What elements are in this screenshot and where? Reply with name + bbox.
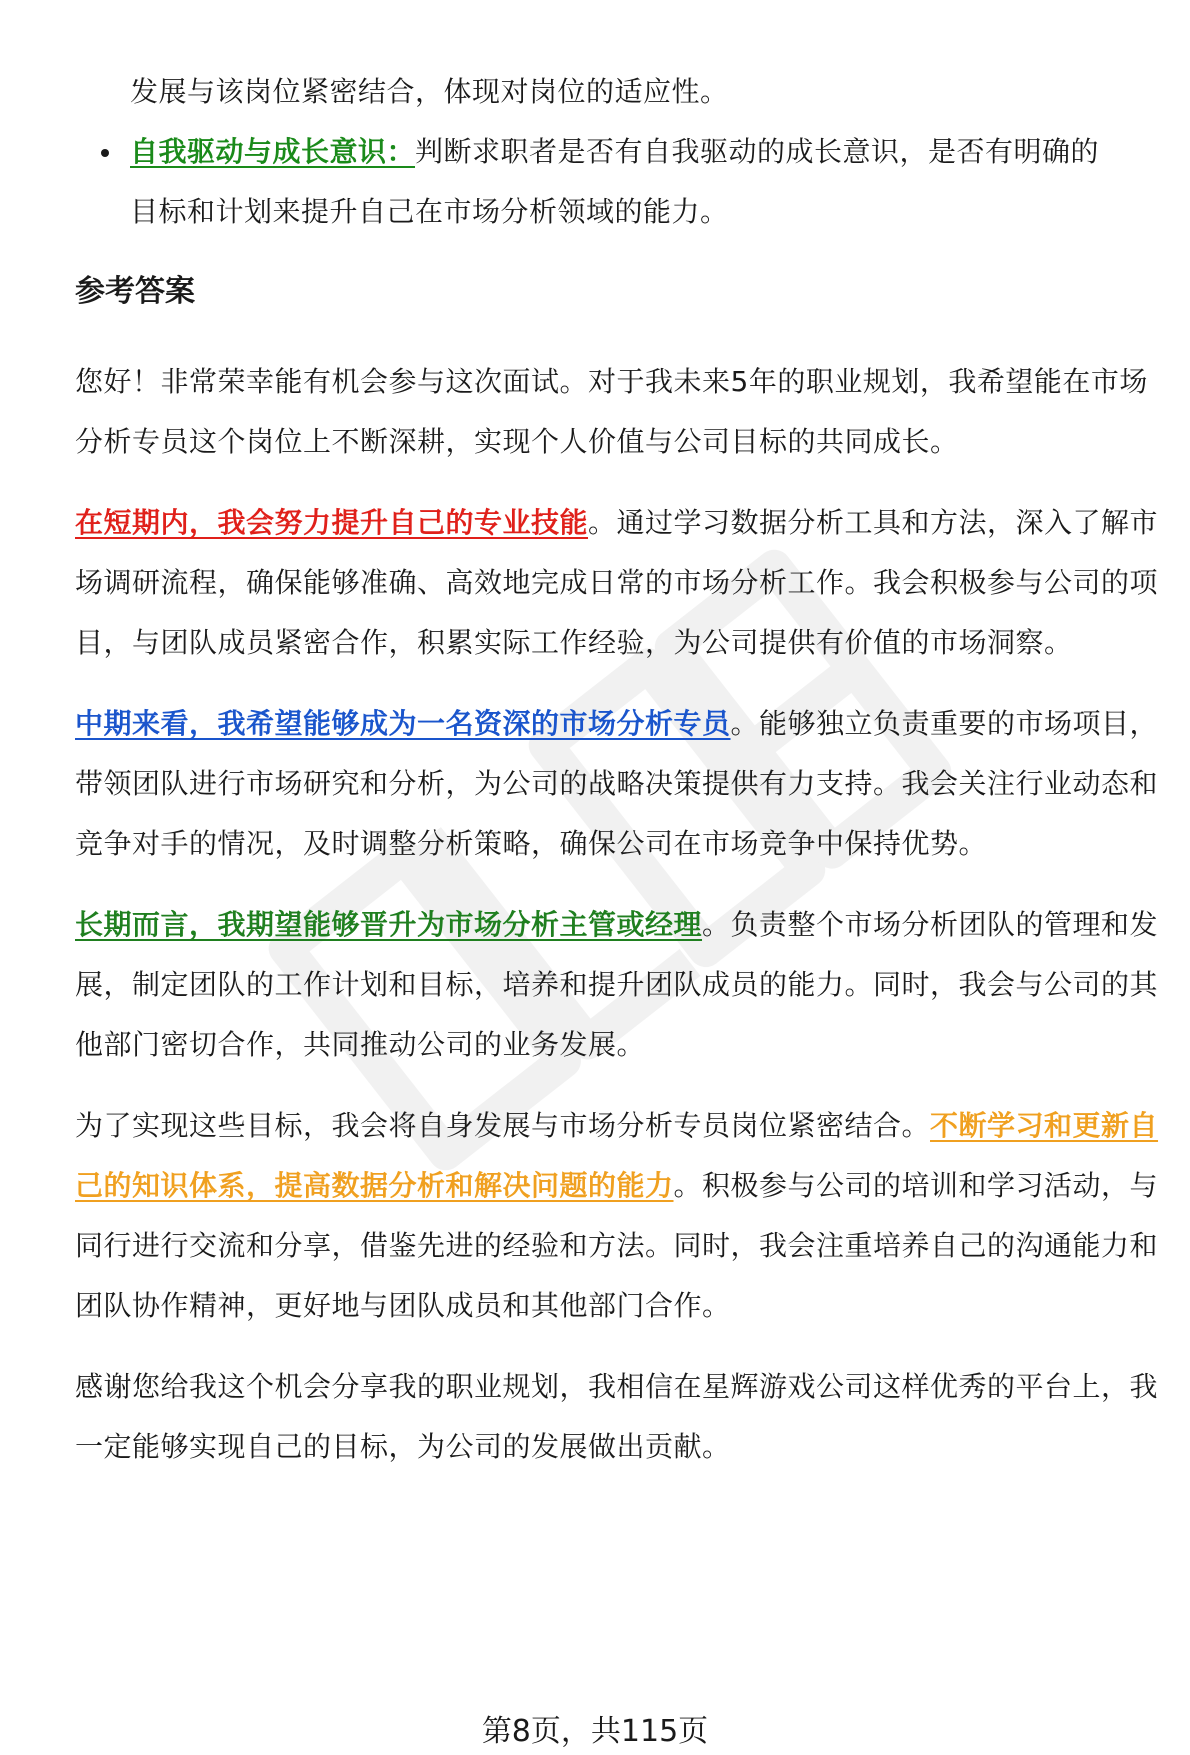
bullet-body-1: 判断求职者是否有自我驱动的成长意识，是否有明确的 [415, 135, 1100, 168]
bullet-text [130, 122, 1165, 242]
highlight-long-term: 长期而言，我期望能够晋升为市场分析主管或经理 [75, 908, 703, 941]
bullet-body-2: 目标和计划来提升自己在市场分析领域的能力。 [130, 195, 729, 228]
highlight-short-term: 在短期内，我会努力提升自己的专业技能 [75, 506, 589, 539]
paragraph-plan-body: 。积极参与公司的培训和学习活动，与同行进行交流和分享，借鉴先进的经验和方法。同时，我会注重培养自己的沟通能力和团队协作精神，更好地与团队成员和其他部门合作。 [75, 1169, 1159, 1322]
document-body [75, 62, 1165, 1477]
intro-line: 发展与该岗位紧密结合，体现对岗位的适应性。 [130, 75, 729, 108]
list-item [75, 122, 1165, 242]
paragraph-long-term-body: 。负责整个市场分析团队的管理和发展，制定团队的工作计划和目标，培养和提升团队成员的能力。同时，我会与公司的其他部门密切合作，共同推动公司的业务发展。 [75, 908, 1159, 1061]
section-title: 参考答案 [75, 274, 195, 309]
paragraph-closing: 感谢您给我这个机会分享我的职业规划，我相信在星辉游戏公司这样优秀的平台上，我一定能够实现自己的目标，为公司的发展做出贡献。 [75, 1370, 1159, 1463]
bullet-label: 自我驱动与成长意识： [130, 135, 416, 168]
highlight-mid-term: 中期来看，我希望能够成为一名资深的市场分析专员 [75, 707, 731, 740]
page-number: 第8页，共115页 [481, 1714, 709, 1749]
paragraph-mid-term-body: 。能够独立负责重要的市场项目，带领团队进行市场研究和分析，为公司的战略决策提供有力支持。我会关注行业动态和竞争对手的情况，及时调整分析策略，确保公司在市场竞争中保持优势。 [75, 707, 1159, 860]
paragraph-short-term-body: 。通过学习数据分析工具和方法，深入了解市场调研流程，确保能够准确、高效地完成日常的市场分析工作。我会积极参与公司的项目，与团队成员紧密合作，积累实际工作经验，为公司提供有价值的市场洞察。 [75, 506, 1159, 659]
paragraph-greeting: 您好！非常荣幸能有机会参与这次面试。对于我未来5年的职业规划，我希望能在市场分析专员这个岗位上不断深耕，实现个人价值与公司目标的共同成长。 [75, 365, 1148, 458]
paragraph-mid-term [75, 694, 1165, 874]
bullet-dot-icon [75, 122, 130, 182]
paragraph-plan [75, 1096, 1165, 1336]
paragraph-short-term [75, 493, 1165, 673]
paragraph-plan-intro: 为了实现这些目标，我会将自身发展与市场分析专员岗位紧密结合。 [75, 1109, 931, 1142]
highlight-learning: 不断学习和更新自己的知识体系，提高数据分析和解决问题的能力 [75, 1109, 1159, 1202]
paragraph-long-term [75, 895, 1165, 1075]
